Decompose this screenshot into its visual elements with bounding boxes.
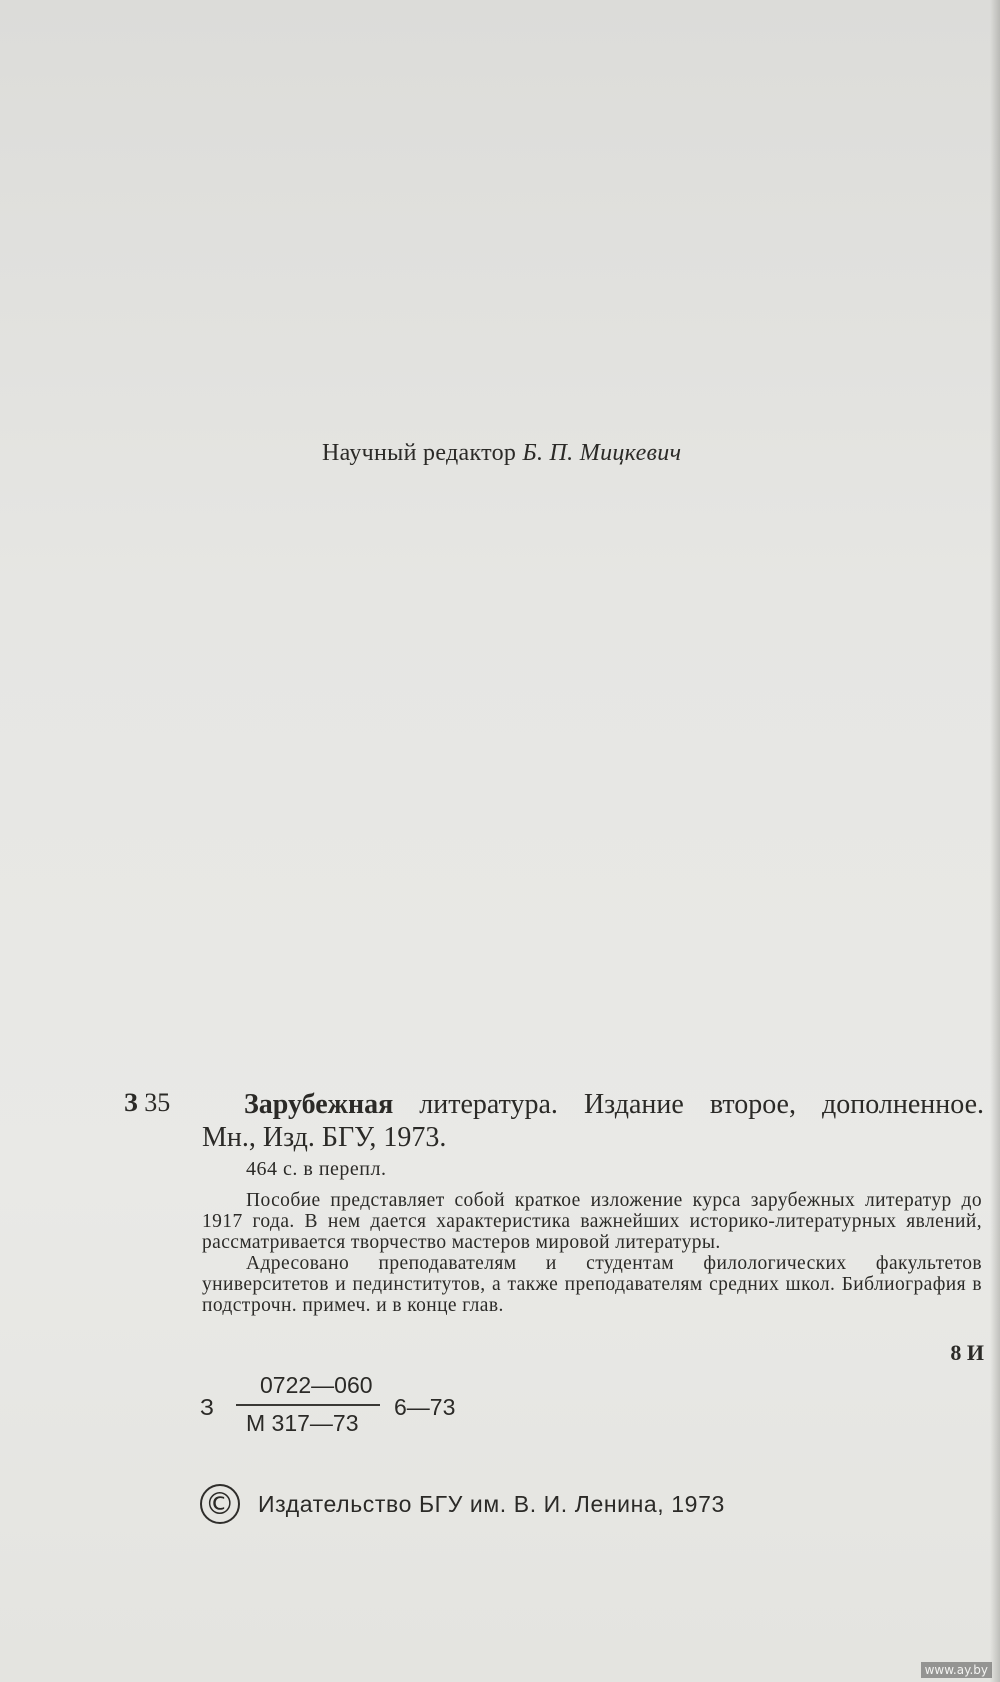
classification-index: 8 И <box>950 1340 984 1365</box>
catalog-code <box>124 1088 170 1118</box>
scientific-editor-line <box>322 440 681 467</box>
bibliographic-title <box>244 1088 984 1122</box>
copyright-icon: © <box>200 1484 240 1524</box>
copyright-line <box>200 1484 725 1524</box>
formula-suffix: 6—73 <box>394 1394 456 1420</box>
annotation-paragraph: Адресовано преподавателям и студентам филологических факультетов университетов и пединститутов, а также преподавателям средних школ. Библиография в подстрочн. примеч. и в конце глав. <box>202 1253 982 1316</box>
editor-name: Б. П. Мицкевич <box>522 440 682 466</box>
catalog-formula <box>200 1372 500 1452</box>
annotation-paragraph: Пособие представляет собой краткое изложение курса зарубежных литератур до 1917 года. В нем дается характеристика важнейших историко-литературных явлений, рассматривается творчество мастеров мировой литературы. <box>202 1190 982 1253</box>
formula-numerator: 0722—060 <box>260 1372 373 1398</box>
annotation <box>202 1190 982 1316</box>
formula-prefix: З <box>200 1394 214 1420</box>
formula-denominator: М 317—73 <box>246 1410 359 1436</box>
editor-label: Научный редактор <box>322 440 517 466</box>
fraction-bar <box>236 1404 380 1406</box>
catalog-number: 35 <box>144 1088 171 1117</box>
imprint-line: Мн., Изд. БГУ, 1973. <box>202 1122 447 1153</box>
title-rest: литература. Издание второе, дополненное. <box>419 1089 984 1120</box>
catalog-letter: З <box>124 1088 138 1117</box>
page-edge-shadow <box>990 0 1000 1682</box>
pages-count: 464 с. в перепл. <box>246 1158 387 1180</box>
site-watermark: www.ay.by <box>921 1662 992 1678</box>
title-bold-word: Зарубежная <box>244 1089 394 1120</box>
copyright-text: Издательство БГУ им. В. И. Ленина, 1973 <box>258 1490 725 1517</box>
